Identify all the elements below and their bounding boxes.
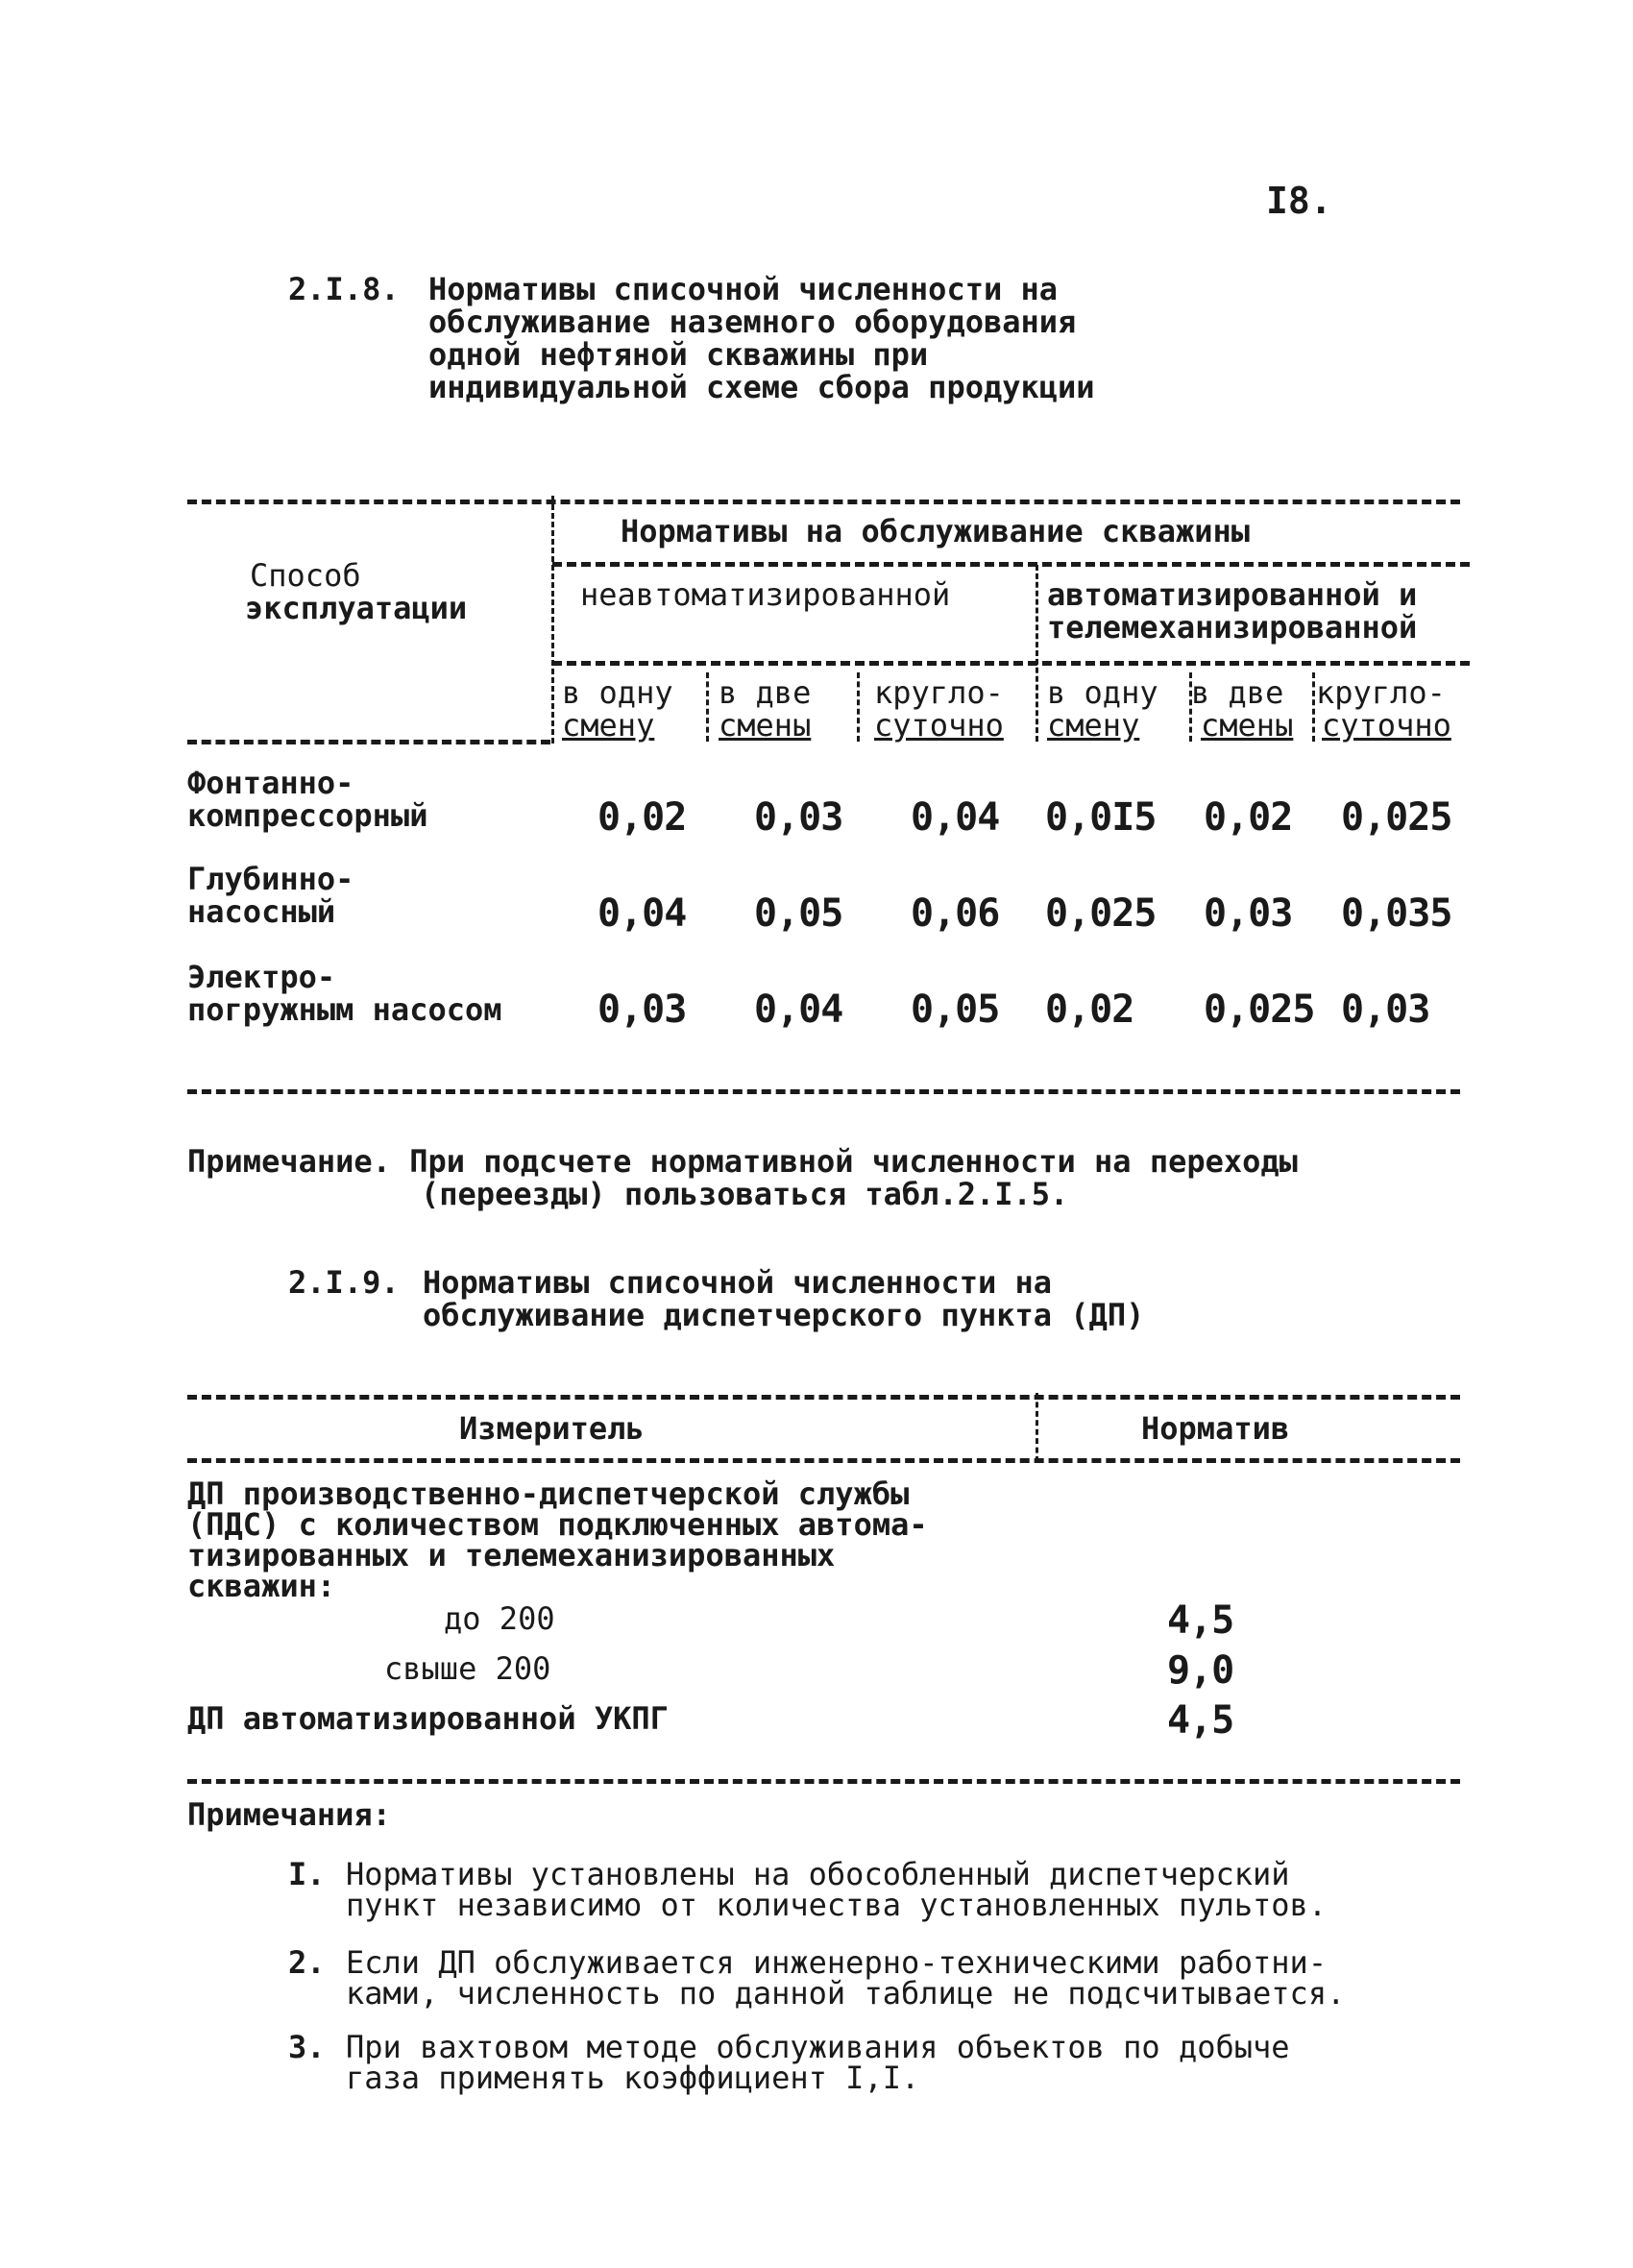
measure-description: скважин: — [187, 1568, 336, 1604]
row-label: Фонтанно- — [187, 765, 354, 801]
table-column-divider — [1036, 565, 1038, 742]
table-cell: 0,03 — [754, 795, 843, 840]
column-header-method: эксплуатации — [245, 590, 468, 626]
column-header-norm: Норматив — [1141, 1410, 1290, 1447]
subheader-automated: телемеханизированной — [1047, 609, 1418, 646]
section-number: 2.I.9. — [288, 1264, 400, 1301]
section-title-line: обслуживание наземного оборудования — [428, 304, 1077, 340]
shift-header: в одну — [562, 674, 673, 711]
section-title-line: одной нефтяной скважины при — [428, 336, 929, 373]
table-cell: 0,06 — [911, 891, 1000, 936]
note-line: газа применять коэффициент I,I. — [346, 2060, 920, 2096]
note-line: Если ДП обслуживается инженерно-техническими работни- — [346, 1944, 1328, 1981]
table-rule — [187, 1089, 1460, 1094]
measure-description: ДП производственно-диспетчерской службы — [187, 1475, 910, 1512]
table-column-divider — [551, 496, 554, 744]
notes-title: Примечания: — [187, 1796, 391, 1833]
note-line: При вахтовом методе обслуживания объектов по добыче — [346, 2029, 1290, 2065]
section-title-line: Нормативы списочной численности на — [428, 271, 1059, 307]
shift-header: суточно — [874, 707, 1004, 744]
group-header: Нормативы на обслуживание скважины — [621, 513, 1251, 549]
column-header-measure: Измеритель — [459, 1410, 645, 1447]
table-rule — [552, 562, 1470, 567]
shift-header: суточно — [1322, 707, 1451, 744]
row-label: погружным насосом — [187, 991, 502, 1028]
table-cell: 0,05 — [754, 891, 843, 936]
table-rule — [187, 1779, 1460, 1784]
subheader-non-automated: неавтоматизированной — [580, 576, 951, 613]
table-cell: 0,025 — [1045, 891, 1157, 936]
note-line: Примечание. При подсчете нормативной численности на переходы — [187, 1143, 1298, 1180]
norm-value: 4,5 — [1167, 1598, 1234, 1643]
note-number: 3. — [288, 2029, 326, 2065]
shift-header: в одну — [1047, 674, 1158, 711]
note-line: пункт независимо от количества установленных пультов. — [346, 1887, 1328, 1923]
note-line: Нормативы установлены на обособленный диспетчерский — [346, 1856, 1290, 1892]
table-rule — [187, 1395, 1460, 1400]
table-cell: 0,0I5 — [1045, 795, 1157, 840]
table-rule — [552, 661, 1470, 666]
measure-description: тизированных и телемеханизированных — [187, 1537, 836, 1573]
norm-value: 9,0 — [1167, 1648, 1234, 1693]
subheader-automated: автоматизированной и — [1047, 576, 1418, 613]
note-line: (переезды) пользоваться табл.2.I.5. — [421, 1176, 1069, 1212]
measure-row-label: до 200 — [444, 1600, 555, 1637]
measure-row-label: свыше 200 — [384, 1650, 551, 1687]
table-column-divider — [857, 672, 860, 742]
table-column-divider — [1036, 1393, 1038, 1462]
section-title-line: индивидуальной схеме сбора продукции — [428, 369, 1095, 405]
table-column-divider — [706, 672, 709, 742]
measure-row-label: ДП автоматизированной УКПГ — [187, 1700, 669, 1737]
table-cell: 0,03 — [1341, 988, 1430, 1032]
table-rule — [187, 500, 1460, 504]
table-rule — [187, 1458, 1460, 1463]
table-cell: 0,03 — [1204, 891, 1293, 936]
table-cell: 0,025 — [1204, 988, 1315, 1032]
table-cell: 0,04 — [754, 988, 843, 1032]
shift-header: в две — [1191, 674, 1284, 711]
row-label: насосный — [187, 893, 336, 930]
table-cell: 0,05 — [911, 988, 1000, 1032]
note-number: I. — [288, 1856, 326, 1892]
row-label: Электро- — [187, 959, 336, 995]
norm-value: 4,5 — [1167, 1698, 1234, 1743]
shift-header: смену — [562, 707, 655, 744]
shift-header: в две — [719, 674, 812, 711]
row-label: компрессорный — [187, 797, 428, 834]
table-cell: 0,035 — [1341, 891, 1452, 936]
shift-header: кругло- — [1316, 674, 1446, 711]
shift-header: кругло- — [874, 674, 1004, 711]
section-title-line: обслуживание диспетчерского пункта (ДП) — [423, 1297, 1145, 1333]
note-line: ками, численность по данной таблице не подсчитывается. — [346, 1975, 1346, 2012]
section-title-line: Нормативы списочной численности на — [423, 1264, 1053, 1301]
table-cell: 0,04 — [597, 891, 687, 936]
shift-header: смены — [719, 707, 812, 744]
table-rule — [187, 740, 550, 744]
table-cell: 0,02 — [597, 795, 687, 840]
table-cell: 0,02 — [1045, 988, 1134, 1032]
table-cell: 0,03 — [597, 988, 687, 1032]
page-number: I8. — [1266, 180, 1332, 222]
table-cell: 0,025 — [1341, 795, 1452, 840]
measure-description: (ПДС) с количеством подключенных автома- — [187, 1506, 928, 1543]
table-cell: 0,02 — [1204, 795, 1293, 840]
section-number: 2.I.8. — [288, 271, 400, 307]
row-label: Глубинно- — [187, 861, 354, 897]
shift-header: смену — [1047, 707, 1140, 744]
table-column-divider — [1312, 672, 1315, 742]
shift-header: смены — [1201, 707, 1294, 744]
column-header-method: Способ — [250, 557, 361, 594]
note-number: 2. — [288, 1944, 326, 1981]
table-cell: 0,04 — [911, 795, 1000, 840]
